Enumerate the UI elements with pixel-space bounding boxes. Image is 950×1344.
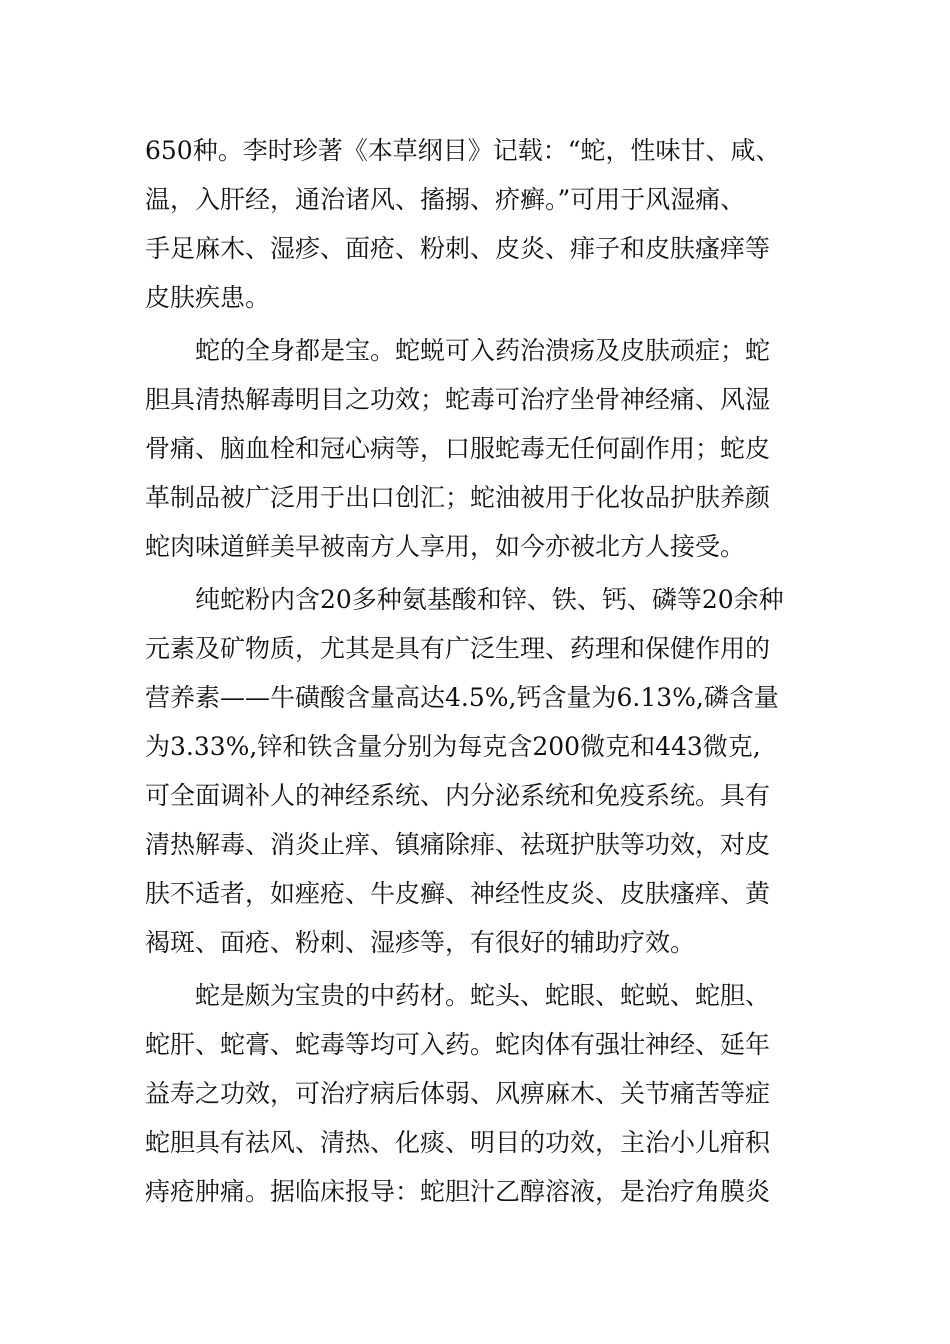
paragraph-start-line: 蛇是颇为宝贵的中药材。蛇头、蛇眼、蛇蜕、蛇胆、 (195, 981, 771, 1010)
text-line: 元素及矿物质，尤其是具有广泛生理、药理和保健作用的 (145, 634, 771, 663)
text-line: 650种。李时珍著《本草纲目》记载：“蛇，性味甘、咸、 (145, 136, 781, 165)
text-line: 蛇肉味道鲜美早被南方人享用，如今亦被北方人接受。 (145, 532, 746, 561)
text-line: 骨痛、脑血栓和冠心病等，口服蛇毒无任何副作用；蛇皮 (145, 434, 771, 463)
text-line: 褐斑、面疮、粉刺、湿疹等，有很好的辅助疗效。 (145, 928, 696, 957)
text-line: 蛇胆具有祛风、清热、化痰、明目的功效，主治小儿疳积 (145, 1128, 771, 1157)
text-line: 蛇肝、蛇膏、蛇毒等均可入药。蛇肉体有强壮神经、延年 (145, 1030, 771, 1059)
text-line: 营养素——牛磺酸含量高达4.5%,钙含量为6.13%,磷含量 (145, 683, 779, 712)
document-body (145, 126, 810, 1216)
text-line: 温，入肝经，通治诸风、搐搦、疥癣。”可用于风湿痛、 (145, 185, 746, 214)
paragraph-start-line: 纯蛇粉内含20多种氨基酸和锌、铁、钙、磷等20余种 (195, 585, 784, 614)
text-line: 革制品被广泛用于出口创汇；蛇油被用于化妆品护肤养颜 (145, 483, 771, 512)
paragraph-start-line: 蛇的全身都是宝。蛇蜕可入药治溃疡及皮肤顽症；蛇 (195, 336, 771, 365)
text-line: 益寿之功效，可治疗病后体弱、风痹麻木、关节痛苦等症 (145, 1079, 771, 1108)
text-line: 肤不适者，如痤疮、牛皮癣、神经性皮炎、皮肤瘙痒、黄 (145, 879, 771, 908)
text-line: 痔疮肿痛。据临床报导：蛇胆汁乙醇溶液，是治疗角膜炎 (145, 1177, 771, 1206)
text-line: 手足麻木、湿疹、面疮、粉刺、皮炎、痱子和皮肤瘙痒等 (145, 234, 771, 263)
text-line: 清热解毒、消炎止痒、镇痛除痱、祛斑护肤等功效，对皮 (145, 830, 771, 859)
text-line: 可全面调补人的神经系统、内分泌系统和免疫系统。具有 (145, 781, 771, 810)
text-line: 为3.33%,锌和铁含量分别为每克含200微克和443微克, (145, 732, 761, 761)
text-line: 胆具清热解毒明目之功效；蛇毒可治疗坐骨神经痛、风湿 (145, 385, 771, 414)
text-line: 皮肤疾患。 (145, 283, 271, 312)
